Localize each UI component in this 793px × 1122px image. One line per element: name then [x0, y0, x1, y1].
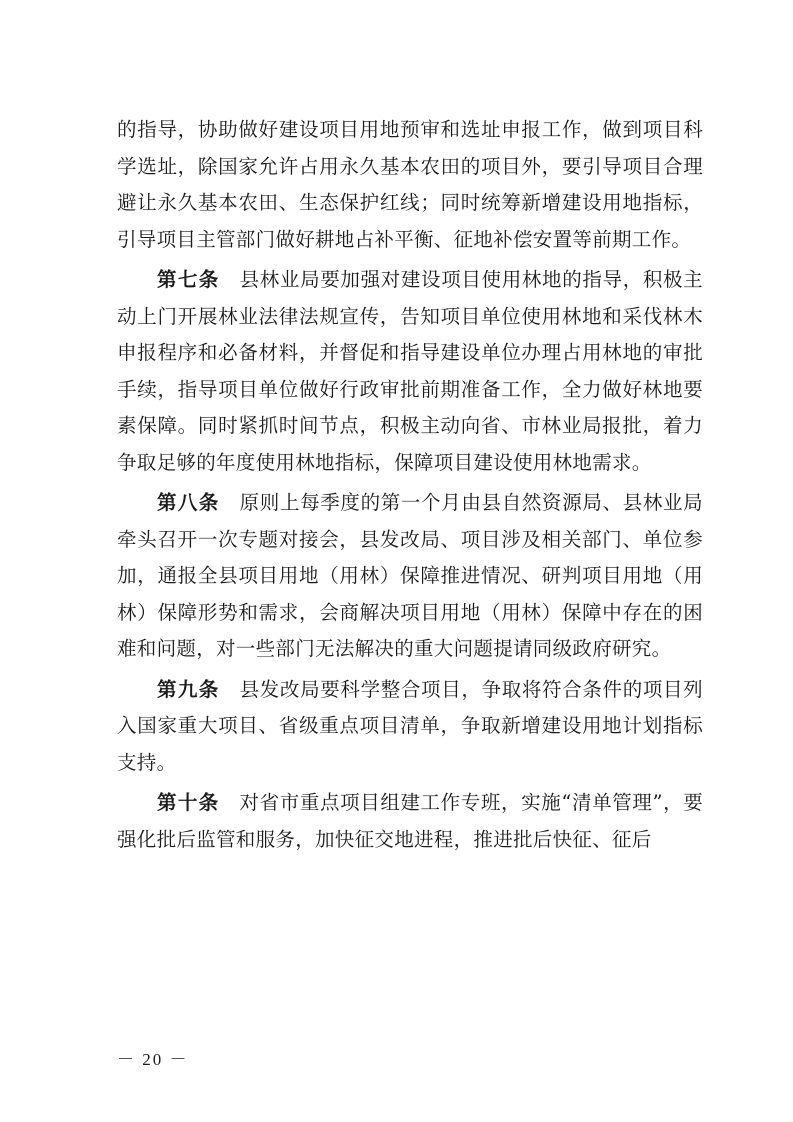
- paragraph-text: 县林业局要加强对建设项目使用林地的指导，积极主动上门开展林业法律法规宣传，告知项目单位使用林地和采伐林木申报程序和必备材料，并督促和指导建设单位办理占用林地的审批手续，指导项目单位做好行政审批前期准备工作，全力做好林地要素保障。同时紧抓时间节点，积极主动向省、市林业局报批，着力争取足够的年度使用林地指标，保障项目建设使用林地需求。: [117, 268, 703, 474]
- paragraph-text: 原则上每季度的第一个月由县自然资源局、县林业局牵头召开一次专题对接会，县发改局、项目涉及相关部门、单位参加，通报全县项目用地（用林）保障推进情况、研判项目用地（用林）保障形势和需求，会商解决项目用地（用林）保障中存在的困难和问题，对一些部门无法解决的重大问题提请同级政府研究。: [117, 491, 703, 660]
- paragraph-text: 对省市重点项目组建工作专班，实施“清单管理”，要强化批后监管和服务，加快征交地进程，推进批后快征、征后: [117, 791, 703, 851]
- article-label: 第七条: [157, 268, 220, 291]
- article-label: 第八条: [157, 491, 220, 514]
- article-label: 第九条: [157, 677, 220, 701]
- article-7: [117, 262, 703, 481]
- article-8: [117, 485, 703, 668]
- article-10: [117, 785, 703, 858]
- paragraph-text: 的指导，协助做好建设项目用地预审和选址申报工作，做到项目科学选址，除国家允许占用永久基本农田的项目外，要引导项目合理避让永久基本农田、生态保护红线；同时统筹新增建设用地指标，引导项目主管部门做好耕地占补平衡、征地补偿安置等前期工作。: [117, 118, 703, 251]
- document-body: [117, 112, 703, 858]
- article-9: [117, 672, 703, 782]
- paragraph-text: 县发改局要科学整合项目，争取将符合条件的项目列入国家重大项目、省级重点项目清单，争取新增建设用地计划指标支持。: [117, 677, 703, 774]
- paragraph-continuation: [117, 112, 703, 258]
- page-number: － 20 －: [117, 1050, 189, 1069]
- article-label: 第十条: [157, 791, 220, 814]
